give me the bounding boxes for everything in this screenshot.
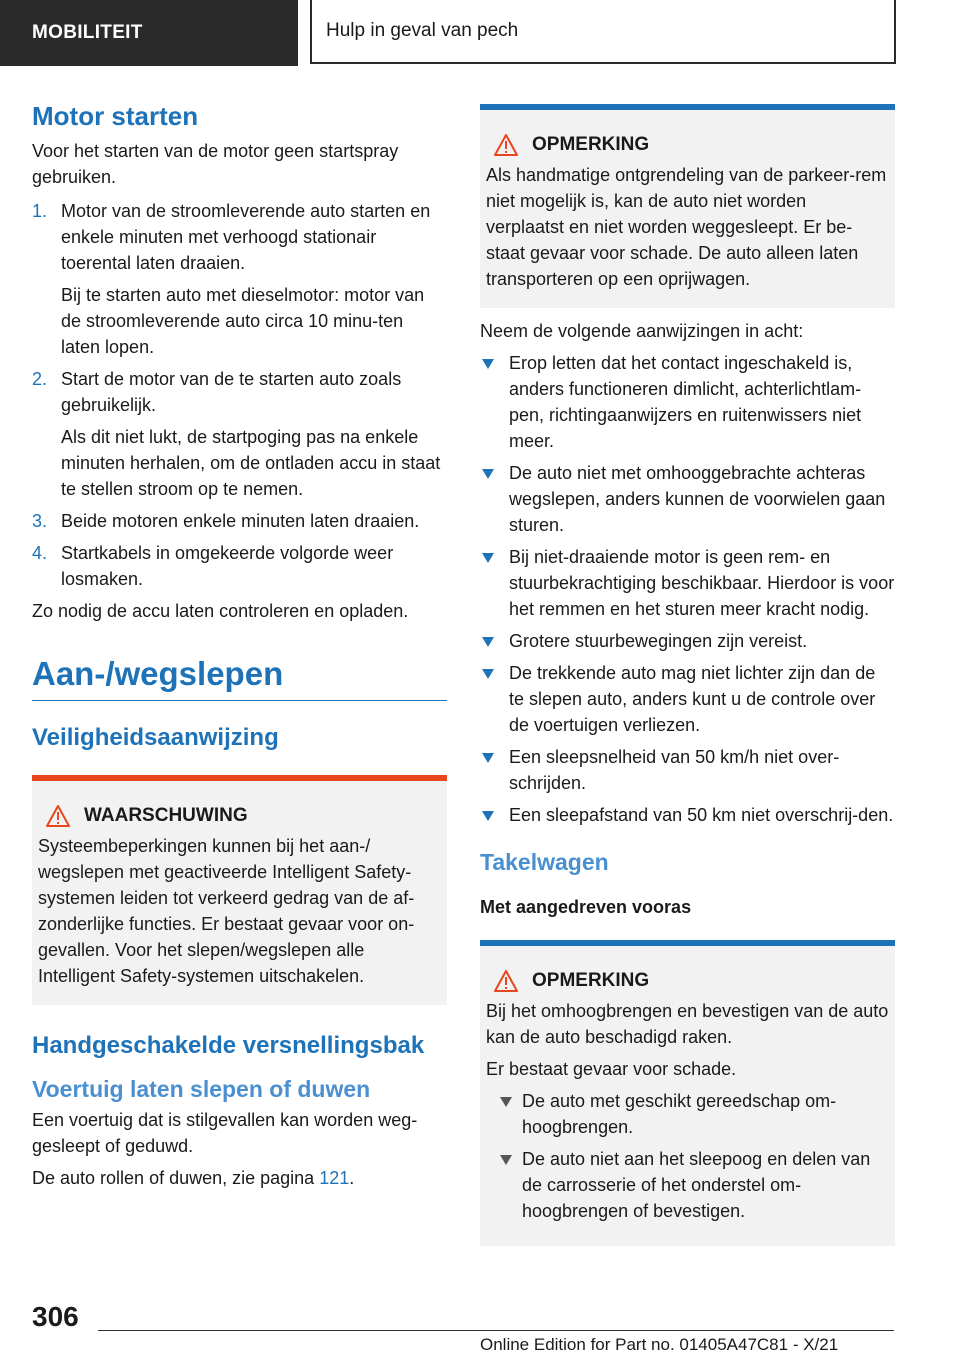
step-number: 3. (32, 511, 48, 531)
warning-text: Systeembeperkingen kunnen bij het aan-/ wegslepen met geactiveerde Intelligent Safety-systemen leiden tot verkeerd gedrag van de af‐zonderlijke functies. Er bestaat gevaar voor on‐gevallen. Voor het slepen/wegslepen alle Intelligent Safety-systemen uitschakelen. (38, 836, 415, 986)
note-text: Bij het omhoogbrengen en bevestigen van de auto kan de auto beschadigd raken. (486, 1001, 889, 1047)
list-item: Een sleepafstand van 50 km niet overschrij‐den. (480, 802, 895, 828)
triangle-bullet-icon (482, 553, 494, 563)
towing-heading: Aan-/wegslepen (32, 655, 284, 692)
list-item: Bij niet-draaiende motor is geen rem- en stuurbekrachtiging beschikbaar. Hierdoor is voor het remmen en het sturen meer kracht nodig. (480, 544, 895, 622)
triangle-bullet-icon (482, 811, 494, 821)
step-text: Start de motor van de te starten auto zoals gebruikelijk. (61, 369, 402, 415)
note-bullets (486, 1088, 889, 1224)
step-text: Beide motoren enkele minuten laten draaien. (61, 511, 420, 531)
page-number: 306 (32, 1301, 79, 1332)
step-text: Startkabels in omgekeerde volgorde weer losmaken. (61, 543, 394, 589)
safety-heading: Veiligheidsaanwijzing (32, 724, 279, 751)
page-header (0, 0, 960, 66)
tow-push-heading: Voertuig laten slepen of duwen (32, 1076, 371, 1102)
page-reference-link[interactable]: 121 (319, 1168, 350, 1188)
start-steps-list (32, 198, 447, 592)
step-number: 4. (32, 543, 48, 563)
warning-triangle-icon (46, 805, 70, 827)
triangle-bullet-icon (482, 359, 494, 369)
triangle-bullet-icon (500, 1155, 512, 1165)
motor-start-heading: Motor starten (32, 101, 199, 131)
list-item: De auto niet aan het sleepoog en delen van de carrosserie of het onderstel om‐hoogbrengen of bevestigen. (486, 1146, 889, 1224)
push-reference: De auto rollen of duwen, zie pagina 121. (32, 1168, 355, 1188)
towing-heading-block (32, 654, 447, 701)
step-item (32, 198, 447, 360)
note-box-brake (480, 104, 895, 308)
warning-triangle-icon (494, 970, 518, 992)
note-text-2: Er bestaat gevaar voor schade. (486, 1059, 737, 1079)
section-label: MOBILITEIT (0, 0, 298, 66)
note-box-lifting (480, 940, 895, 1246)
towing-notes-intro: Neem de volgende aanwijzingen in acht: (480, 321, 804, 341)
list-item: De auto niet met omhooggebrachte achteras wegslepen, anders kunnen de voorwielen gaan sturen. (480, 460, 895, 538)
note-text: Als handmatige ontgrendeling van de parkeer‐rem niet mogelijk is, kan de auto niet worden verplaatst en niet worden weggesleept. Er be‐staat gevaar voor schade. De auto alleen laten transporteren op een oprijwagen. (486, 165, 887, 289)
step-number: 1. (32, 201, 48, 221)
step-item (32, 540, 447, 592)
triangle-bullet-icon (482, 637, 494, 647)
list-item: Een sleepsnelheid van 50 km/h niet over‐schrijden. (480, 744, 895, 796)
step-text: Motor van de stroomleverende auto starten en enkele minuten met verhoogd stationair toerental laten draaien. (61, 201, 431, 273)
warning-triangle-icon (494, 134, 518, 156)
towing-notes-list (480, 350, 895, 828)
left-column (32, 100, 447, 1191)
note-label: OPMERKING (532, 970, 650, 991)
footer-divider (98, 1330, 894, 1331)
list-item: Erop letten dat het contact ingeschakeld is, anders functioneren dimlicht, achterlichtlam‐pen, richtingaanwijzers en ruitenwissers niet meer. (480, 350, 895, 454)
step-item (32, 366, 447, 502)
warning-label: WAARSCHUWING (84, 805, 248, 826)
step-extra: Bij te starten auto met dieselmotor: motor van de stroomleverende auto circa 10 minu‐ten laten lopen. (61, 285, 425, 357)
motor-start-outro: Zo nodig de accu laten controleren en opladen. (32, 601, 409, 621)
note-label: OPMERKING (532, 134, 650, 155)
right-column (480, 104, 895, 1246)
step-item (32, 508, 447, 534)
step-extra: Als dit niet lukt, de startpoging pas na enkele minuten herhalen, om de ontladen accu in staat te stellen stroom op te nemen. (61, 427, 441, 499)
chapter-label: Hulp in geval van pech (310, 0, 896, 64)
crane-heading: Takelwagen (480, 849, 609, 875)
triangle-bullet-icon (482, 469, 494, 479)
triangle-bullet-icon (482, 753, 494, 763)
triangle-bullet-icon (482, 669, 494, 679)
list-item: De auto met geschikt gereedschap om‐hoogbrengen. (486, 1088, 889, 1140)
list-item: Grotere stuurbewegingen zijn vereist. (480, 628, 895, 654)
tow-push-text: Een voertuig dat is stilgevallen kan worden weg‐gesleept of geduwd. (32, 1110, 418, 1156)
front-axle-heading: Met aangedreven vooras (480, 897, 692, 917)
step-number: 2. (32, 369, 48, 389)
motor-start-intro: Voor het starten van de motor geen startspray gebruiken. (32, 141, 399, 187)
list-item: De trekkende auto mag niet lichter zijn dan de te slepen auto, anders kunt u de controle over de voertuigen verliezen. (480, 660, 895, 738)
warning-box (32, 775, 447, 1005)
edition-label: Online Edition for Part no. 01405A47C81 - X/21 (480, 1335, 839, 1354)
triangle-bullet-icon (500, 1097, 512, 1107)
manual-gearbox-heading: Handgeschakelde versnellingsbak (32, 1032, 425, 1059)
